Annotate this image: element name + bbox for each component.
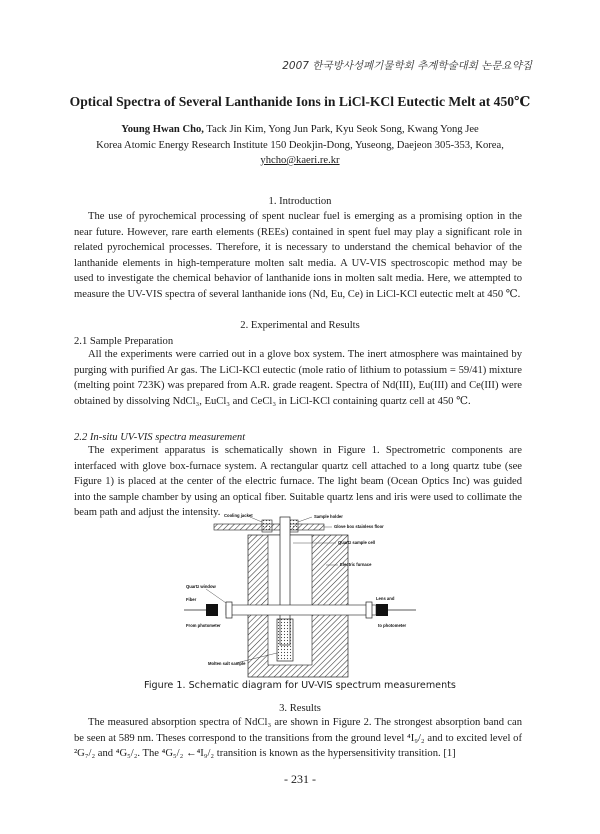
label-to-photometer: to photometer	[378, 623, 407, 628]
author-block	[0, 122, 600, 169]
label-from-photometer: From photometer	[186, 623, 221, 628]
sample-paragraph: All the experiments were carried out in a glove box system. The inert atmosphere was maintained by purging with purified Ar gas. The LiCl-KCl eutectic (mole ratio of lithium to potassium = 59/41) mixture (melting point 723K) was prepared from A.R. grade reagent. Spectra of Nd(III), Eu(III) and Ce(III) were obtained by dissolving NdCl₃, EuCl₃ and CeCl₃ in LiCl-KCl containing quartz cell at 450 ℃.	[74, 349, 522, 407]
paper-title: Optical Spectra of Several Lanthanide Ions in LiCl-KCl Eutectic Melt at 450℃	[69, 94, 531, 109]
label-cooling-jacket: Cooling jacket	[224, 513, 253, 518]
insitu-paragraph: The experiment apparatus is schematically shown in Figure 1. Spectrometric components are interfaced with glove box-furnace system. A rectangular quartz cell attached to a long quartz tube (see Figure 1) is placed at the center of the electric furnace. The light beam (Ocean Optics Inc) was guided into the sample chamber by using an optical fiber. Suitable quartz lens and iris were used to collimate the beam path and adjust the intensity.	[74, 445, 522, 519]
quartz-window-right	[366, 602, 372, 618]
page-number: - 231 -	[284, 772, 316, 786]
results-paragraph: The measured absorption spectra of NdCl₃ are shown in Figure 2. The strongest absorption band can be seen at 589 nm. Theses correspond to the transitions from the ground level ⁴I₉/₂ and to excited level of ²G₇/₂ and ⁴G₅/₂. The ⁴G₅/₂ ←⁴I₉/₂ transition is known as the hypersensitivity transition. [1]	[74, 717, 522, 760]
introduction-paragraph: The use of pyrochemical processing of spent nuclear fuel is emerging as a promising option in the near future. However, rare earth elements (REEs) contained in spent fuel may play a significant role in related pyrochemical processes. Therefore, it is necessary to understand the chemical behavior of the lanthanide elements in high-temperature molten salt media. A UV-VIS spectroscopic method may be used to investigate the chemical behavior of lanthanide ions in molten salt media. Here, we attempted to measure the UV-VIS spectra of several lanthanide ions (Nd, Eu, Ce) in LiCl-KCl eutectic melt at 450 ℃.	[74, 211, 522, 300]
quartz-sample-cell	[277, 619, 293, 661]
output-lens-block	[376, 604, 388, 616]
label-fiber: Fiber	[186, 597, 197, 602]
label-sample-holder: Sample holder	[314, 514, 343, 519]
affiliation: Korea Atomic Energy Research Institute 150 Deokjin-Dong, Yuseong, Daejeon 305-353, Korea,	[96, 139, 504, 151]
figure-1-caption: Figure 1. Schematic diagram for UV-VIS spectrum measurements	[144, 680, 456, 691]
input-lens-block	[206, 604, 218, 616]
label-lens: Lens and	[376, 596, 395, 601]
label-molten-salt: Molten salt sample	[208, 661, 246, 666]
section-heading-results: 3. Results	[279, 703, 321, 714]
subsection-heading-sample: 2.1 Sample Preparation	[74, 336, 174, 347]
author-line	[0, 122, 600, 138]
label-quartz-window: Quartz window	[186, 584, 216, 589]
apparatus-diagram	[166, 513, 426, 678]
section-heading-experimental: 2. Experimental and Results	[240, 320, 360, 331]
quartz-window-left	[226, 602, 232, 618]
conference-header: 2007 한국방사성폐기물학회 추계학술대회 논문요약집	[282, 60, 532, 72]
author-email-link[interactable]: yhcho@kaeri.re.kr	[260, 155, 340, 166]
section-heading-introduction: 1. Introduction	[268, 196, 332, 207]
co-authors: Tack Jin Kim, Yong Jun Park, Kyu Seok Song, Kwang Yong Jee	[203, 124, 479, 135]
subsection-heading-insitu: 2.2 In-situ UV-VIS spectra measurement	[74, 432, 246, 443]
label-quartz-sample-cell: Quartz sample cell	[338, 540, 376, 545]
figure-1-schematic	[166, 513, 426, 678]
label-electric-furnace: Electric furnace	[340, 562, 372, 567]
cooling-jacket	[262, 520, 272, 532]
label-glove-box-floor: Glove box stainless floor	[334, 524, 384, 529]
optical-channel	[226, 605, 376, 615]
first-author: Young Hwan Cho,	[121, 124, 204, 135]
